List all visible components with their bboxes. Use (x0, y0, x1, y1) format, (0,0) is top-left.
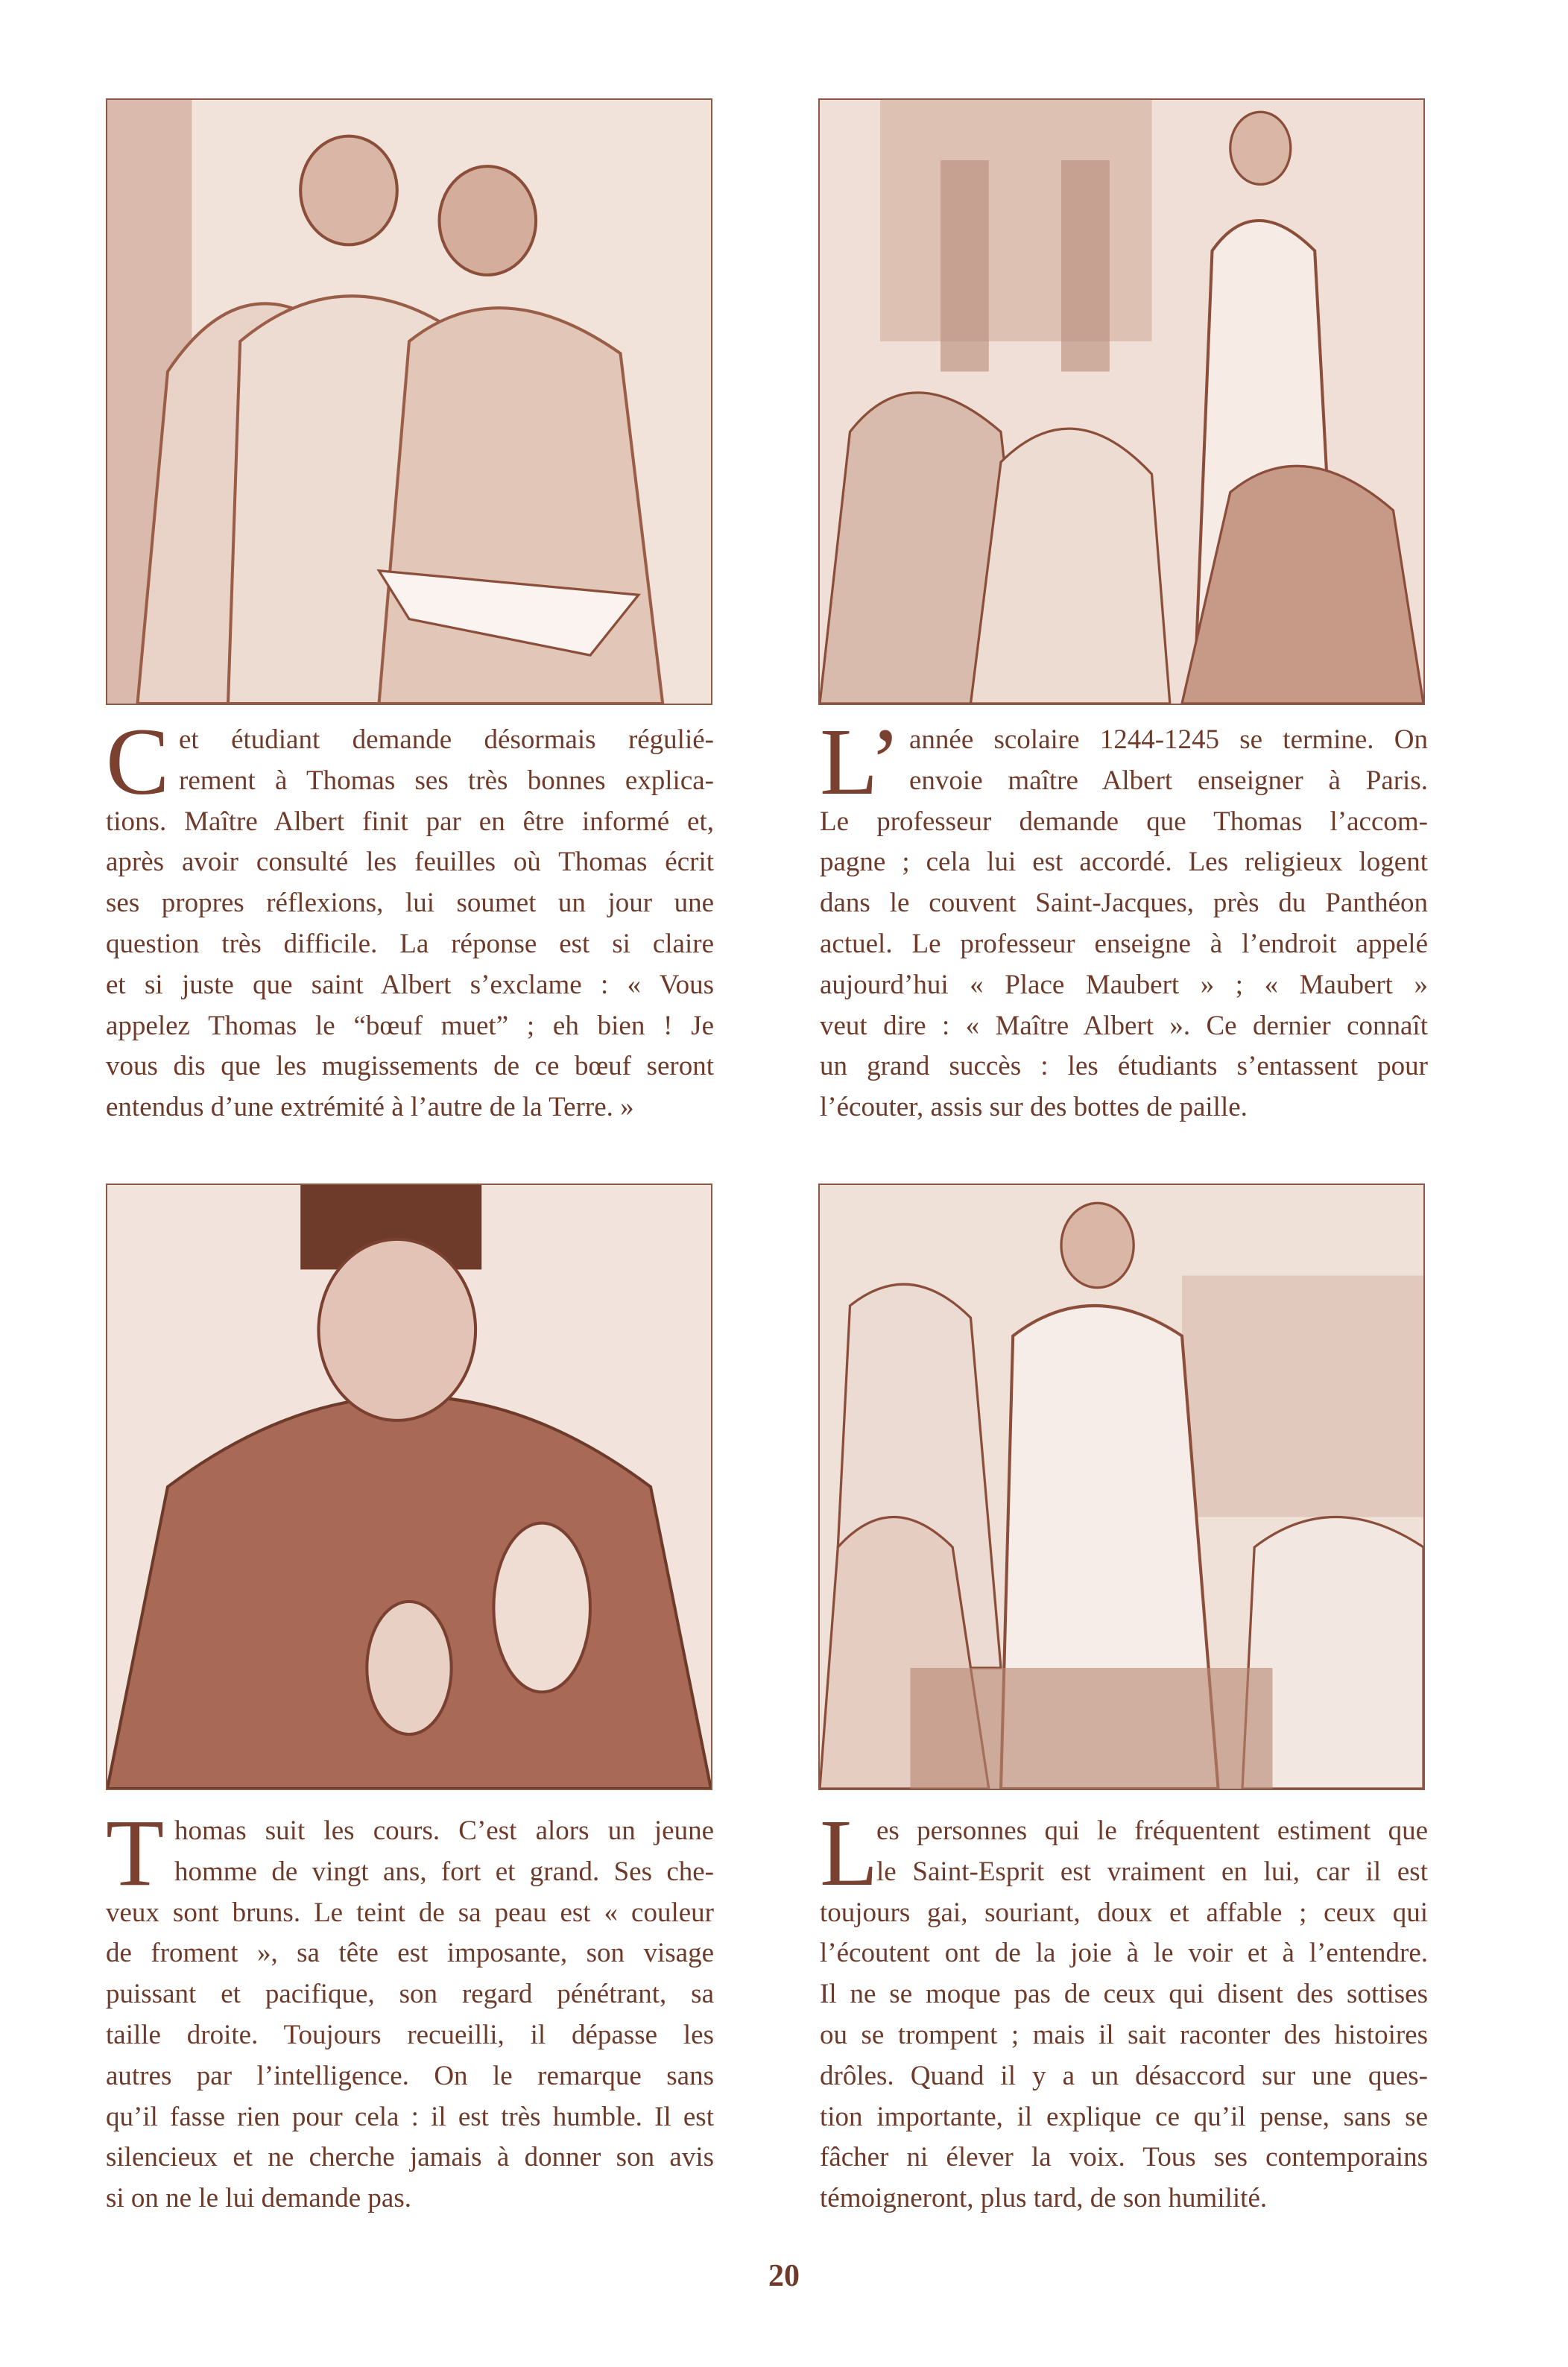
text-line: drôles. Quand il y a un désaccord sur une ques- (820, 2060, 1428, 2091)
text-line: autres par l’intelligence. On le remarque sans (106, 2060, 714, 2091)
illustration-two-friars (106, 98, 712, 705)
text-line: pagne ; cela lui est accordé. Les religieux logent (820, 847, 1428, 878)
text-line: veux sont bruns. Le teint de sa peau est « couleur (106, 1897, 714, 1928)
text-line: entendus d’une extrémité à l’autre de la Terre. » (106, 1092, 634, 1123)
illustration-drawing (820, 1185, 1423, 1789)
text-line: Il ne se moque pas de ceux qui disent des sottises (820, 1979, 1428, 2010)
text-line: Le professeur demande que Thomas l’accom- (820, 806, 1428, 837)
text-line: l’écouter, assis sur des bottes de paille. (820, 1092, 1248, 1123)
text-line: dans le couvent Saint-Jacques, près du Panthéon (820, 888, 1428, 919)
drop-cap: C (106, 709, 170, 815)
text-line: homas suit les cours. C’est alors un jeune (174, 1815, 714, 1846)
text-line: de froment », sa tête est imposante, son visage (106, 1938, 714, 1969)
text-line: après avoir consulté les feuilles où Thomas écrit (106, 847, 714, 878)
text-line: et si juste que saint Albert s’exclame : « Vous (106, 969, 714, 1000)
text-line: tions. Maître Albert finit par en être informé et, (106, 806, 714, 837)
text-line: l’écoutent ont de la joie à le voir et à l’entendre. (820, 1938, 1428, 1969)
text-line: vous dis que les mugissements de ce bœuf seront (106, 1051, 714, 1082)
text-line: question très difficile. La réponse est si claire (106, 928, 714, 959)
drop-cap: L (820, 1800, 879, 1906)
text-line: silencieux et ne cherche jamais à donner son avis (106, 2142, 714, 2173)
paragraph-3 (106, 1800, 714, 2219)
illustration-drawing (107, 100, 711, 704)
text-line: actuel. Le professeur enseigne à l’endroit appelé (820, 928, 1428, 959)
text-line: si on ne le lui demande pas. (106, 2183, 411, 2214)
text-line: rement à Thomas ses très bonnes explica- (179, 765, 714, 796)
text-line: tion importante, il explique ce qu’il pense, sans se (820, 2101, 1428, 2132)
text-line: fâcher ni élever la voix. Tous ses contemporains (820, 2142, 1428, 2173)
illustration-drawing (107, 1185, 711, 1789)
text-line: et étudiant demande désormais régulié- (179, 724, 714, 755)
text-line: aujourd’hui « Place Maubert » ; « Maubert » (820, 969, 1428, 1000)
text-line: témoigneront, plus tard, de son humilité. (820, 2183, 1268, 2214)
text-line: appelez Thomas le “bœuf muet” ; eh bien ! Je (106, 1010, 714, 1041)
paragraph-4 (820, 1800, 1428, 2219)
text-line: homme de vingt ans, fort et grand. Ses che- (174, 1856, 714, 1887)
illustration-teaching-crowd (818, 98, 1425, 705)
illustration-drawing (820, 100, 1423, 704)
text-line: toujours gai, souriant, doux et affable ; ceux qui (820, 1897, 1428, 1928)
illustration-portrait-albert (106, 1184, 712, 1790)
text-line: envoie maître Albert enseigner à Paris. (909, 765, 1428, 796)
text-line: année scolaire 1244-1245 se termine. On (909, 724, 1428, 755)
text-line: qu’il fasse rien pour cela : il est très humble. Il est (106, 2101, 714, 2132)
page-number: 20 (768, 2259, 800, 2293)
illustration-friars-scroll (818, 1184, 1425, 1790)
text-line: puissant et pacifique, son regard pénétrant, sa (106, 1979, 714, 2010)
paragraph-2 (820, 709, 1428, 1128)
text-line: ou se trompent ; mais il sait raconter des histoires (820, 2019, 1428, 2050)
text-line: un grand succès : les étudiants s’entassent pour (820, 1051, 1428, 1082)
text-line: le Saint-Esprit est vraiment en lui, car il est (876, 1856, 1428, 1887)
text-line: ses propres réflexions, lui soumet un jour une (106, 888, 714, 919)
text-line: taille droite. Toujours recueilli, il dépasse les (106, 2019, 714, 2050)
drop-cap: L’ (820, 709, 902, 815)
text-line: veut dire : « Maître Albert ». Ce dernier connaît (820, 1010, 1428, 1041)
text-line: es personnes qui le fréquentent estiment que (876, 1815, 1428, 1846)
paragraph-1 (106, 709, 714, 1128)
drop-cap: T (106, 1800, 165, 1906)
